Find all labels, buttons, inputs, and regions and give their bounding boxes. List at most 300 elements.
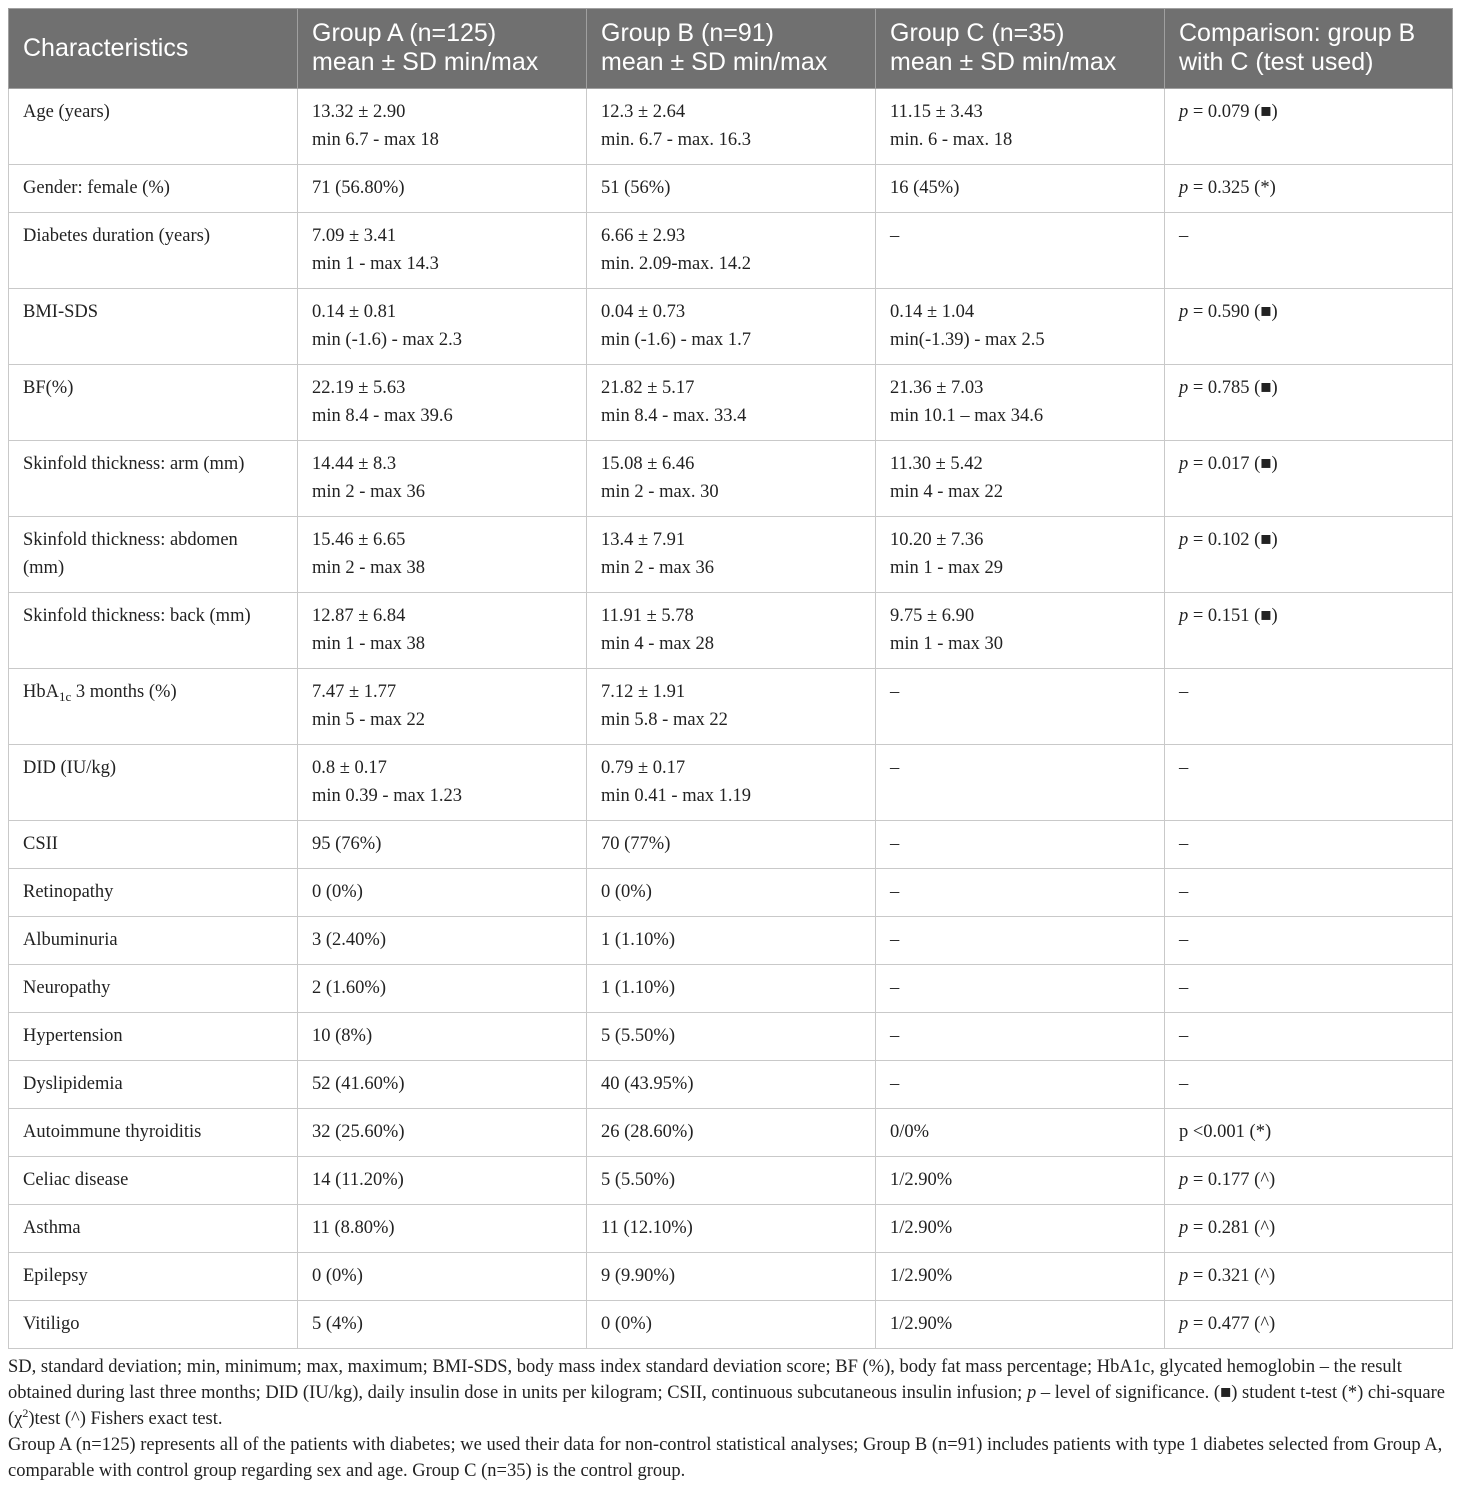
row-label-text: Celiac disease [23,1170,129,1190]
row-label-cell [9,1253,298,1301]
cell-value: 11.30 ± 5.42 [890,454,983,474]
p-value-text: – [1179,834,1189,854]
group-c-cell [876,1253,1165,1301]
group-a-cell [298,89,587,165]
row-label-text: Diabetes duration (years) [23,226,210,246]
cell-value: – [890,226,900,246]
group-c-cell [876,89,1165,165]
comparison-cell [1165,213,1453,289]
row-label-cell [9,213,298,289]
group-b-cell [587,1013,876,1061]
group-b-cell [587,365,876,441]
group-a-cell [298,441,587,517]
comparison-cell [1165,869,1453,917]
table-row [9,669,1453,745]
cell-value: 0 (0%) [601,1314,652,1334]
cell-value: 0.8 ± 0.17 [312,758,387,778]
row-label-text: Gender: female (%) [23,178,170,198]
cell-value: 11.91 ± 5.78 [601,606,694,626]
row-label-text: HbA [23,682,59,702]
table-row [9,365,1453,441]
comparison-cell [1165,517,1453,593]
row-label-rest: 3 months (%) [71,682,177,702]
row-label [23,98,283,126]
table-row [9,1205,1453,1253]
p-value-text: = 0.017 (■) [1188,454,1278,474]
table-row [9,89,1453,165]
row-label-text: Retinopathy [23,882,114,902]
comparison-cell [1165,669,1453,745]
row-label-cell [9,1013,298,1061]
row-label-text: Age (years) [23,102,110,122]
cell-value: 52 (41.60%) [312,1074,405,1094]
cell-value: min 2 - max. 30 [601,482,719,502]
group-a-cell [298,165,587,213]
column-header-1 [298,9,587,89]
comparison-cell [1165,1157,1453,1205]
column-header-line: mean ± SD min/max [601,48,828,76]
cell-value: – [890,758,900,778]
row-label [23,1262,283,1290]
group-b-cell [587,1157,876,1205]
table-row [9,1061,1453,1109]
cell-value: 7.12 ± 1.91 [601,682,686,702]
cell-value: 15.08 ± 6.46 [601,454,695,474]
table-row [9,517,1453,593]
p-value-text: = 0.079 (■) [1188,102,1278,122]
cell-value: min 2 - max 36 [601,558,715,578]
group-b-cell [587,745,876,821]
cell-value: 6.66 ± 2.93 [601,226,686,246]
row-label [23,974,283,1002]
cell-value: 0 (0%) [312,1266,363,1286]
group-b-cell [587,669,876,745]
cell-value: min 4 - max 22 [890,482,1004,502]
row-label-text: CSII [23,834,58,854]
group-b-cell [587,517,876,593]
group-c-cell [876,593,1165,669]
cell-value: min 4 - max 28 [601,634,715,654]
group-c-cell [876,917,1165,965]
row-label-text: Autoimmune thyroiditis [23,1122,202,1142]
group-c-cell [876,821,1165,869]
cell-value: min 0.41 - max 1.19 [601,786,752,806]
group-a-cell [298,1157,587,1205]
table-container [8,8,1452,1484]
row-label-text: Epilepsy [23,1266,88,1286]
comparison-cell [1165,1109,1453,1157]
cell-value: 9 (9.90%) [601,1266,675,1286]
row-label-text: Neuropathy [23,978,111,998]
cell-value: 5 (5.50%) [601,1170,675,1190]
cell-value: 9.75 ± 6.90 [890,606,975,626]
cell-value: 11 (12.10%) [601,1218,693,1238]
comparison-cell [1165,1013,1453,1061]
group-b-cell [587,1205,876,1253]
comparison-cell [1165,821,1453,869]
group-b-cell [587,1109,876,1157]
cell-value: 51 (56%) [601,178,671,198]
column-header-line: with C (test used) [1179,48,1374,76]
cell-value: 95 (76%) [312,834,382,854]
p-value-text: – [1179,930,1189,950]
column-header-line: mean ± SD min/max [890,48,1117,76]
p-value-text: = 0.590 (■) [1188,302,1278,322]
p-value-text: – [1179,226,1189,246]
group-b-cell [587,821,876,869]
group-a-cell [298,593,587,669]
p-symbol: p [1179,606,1189,626]
cell-value: 16 (45%) [890,178,960,198]
comparison-cell [1165,1301,1453,1349]
group-a-cell [298,1061,587,1109]
table-footnotes [8,1354,1452,1484]
row-label [23,1310,283,1338]
cell-value: – [890,1074,900,1094]
group-a-cell [298,1013,587,1061]
cell-value: min 6.7 - max 18 [312,130,439,150]
comparison-value [1179,926,1438,954]
cell-value: min 8.4 - max. 33.4 [601,406,747,426]
cell-value: 10.20 ± 7.36 [890,530,984,550]
cell-value: 5 (5.50%) [601,1026,675,1046]
group-a-cell [298,917,587,965]
table-row [9,289,1453,365]
row-label-subscript: 1c [58,689,72,704]
row-label [23,1022,283,1050]
p-value-text: – [1179,882,1189,902]
column-header-4 [1165,9,1453,89]
p-value-text: = 0.102 (■) [1188,530,1278,550]
group-c-cell [876,1013,1165,1061]
cell-value: 1/2.90% [890,1314,953,1334]
row-label [23,526,283,582]
column-header-line: Group B (n=91) [601,19,775,47]
p-value-text: = 0.785 (■) [1188,378,1278,398]
comparison-cell [1165,1205,1453,1253]
table-header-row [9,9,1453,89]
cell-value: – [890,1026,900,1046]
cell-value: 26 (28.60%) [601,1122,694,1142]
row-label-text: DID (IU/kg) [23,758,116,778]
group-c-cell [876,441,1165,517]
comparison-value [1179,1070,1438,1098]
column-header-0 [9,9,298,89]
group-c-cell [876,869,1165,917]
column-header-3 [876,9,1165,89]
cell-value: 1/2.90% [890,1170,953,1190]
row-label-text: Skinfold thickness: abdomen (mm) [23,530,238,578]
row-label [23,1214,283,1242]
row-label [23,374,283,402]
p-value-text: = 0.325 (*) [1188,178,1276,198]
comparison-value [1179,98,1438,126]
group-b-cell [587,289,876,365]
group-b-cell [587,1301,876,1349]
abbrev-text-2: – level of significance. (■) student t-test (*) chi-square (χ [8,1383,1445,1429]
p-symbol: p [1179,1218,1189,1238]
table-row [9,917,1453,965]
comparison-cell [1165,745,1453,821]
group-c-cell [876,213,1165,289]
comparison-cell [1165,289,1453,365]
abbrev-text-3: )test (^) Fishers exact test. [28,1409,223,1429]
row-label-text: BF(%) [23,378,74,398]
group-c-cell [876,965,1165,1013]
cell-value: 3 (2.40%) [312,930,386,950]
row-label [23,174,283,202]
group-c-cell [876,365,1165,441]
row-label-cell [9,365,298,441]
cell-value: 7.09 ± 3.41 [312,226,397,246]
cell-value: min 10.1 – max 34.6 [890,406,1044,426]
comparison-value [1179,1262,1438,1290]
comparison-value [1179,1022,1438,1050]
groups-note: Group A (n=125) represents all of the patients with diabetes; we used their data for non-control statistical analyses; Group B (n=91) includes patients with type 1 diabetes selected from Group A, comparable with control group regarding sex and age. Group C (n=35) is the control group. [8,1435,1443,1481]
comparison-cell [1165,165,1453,213]
characteristics-table [8,8,1453,1349]
comparison-cell [1165,365,1453,441]
group-b-cell [587,593,876,669]
cell-value: min. 6 - max. 18 [890,130,1013,150]
table-row [9,1301,1453,1349]
cell-value: 0 (0%) [601,882,652,902]
cell-value: 14 (11.20%) [312,1170,404,1190]
p-symbol: p [1179,1314,1189,1334]
comparison-value [1179,754,1438,782]
comparison-value [1179,450,1438,478]
row-label-cell [9,821,298,869]
comparison-value [1179,678,1438,706]
p-value-text: – [1179,682,1189,702]
row-label [23,678,283,706]
row-label-cell [9,1205,298,1253]
abbrev-superscript: 2 [22,1406,29,1420]
cell-value: – [890,682,900,702]
cell-value: min 5.8 - max 22 [601,710,728,730]
table-row [9,213,1453,289]
row-label-text: Skinfold thickness: arm (mm) [23,454,245,474]
p-value-text: = 0.151 (■) [1188,606,1278,626]
cell-value: 0.14 ± 0.81 [312,302,397,322]
abbreviations-note [8,1354,1452,1432]
group-a-cell [298,669,587,745]
group-c-cell [876,1157,1165,1205]
row-label-cell [9,517,298,593]
group-b-cell [587,869,876,917]
p-value-text: = 0.177 (^) [1188,1170,1276,1190]
cell-value: 40 (43.95%) [601,1074,694,1094]
cell-value: min 5 - max 22 [312,710,426,730]
comparison-value [1179,830,1438,858]
row-label-cell [9,669,298,745]
cell-value: min 1 - max 38 [312,634,426,654]
cell-value: 13.4 ± 7.91 [601,530,686,550]
group-b-cell [587,165,876,213]
cell-value: 71 (56.80%) [312,178,405,198]
group-a-cell [298,1109,587,1157]
group-c-cell [876,289,1165,365]
group-a-cell [298,517,587,593]
p-symbol: p [1179,454,1189,474]
row-label [23,602,283,630]
cell-value: 22.19 ± 5.63 [312,378,406,398]
group-c-cell [876,1109,1165,1157]
cell-value: 0.79 ± 0.17 [601,758,686,778]
table-row [9,821,1453,869]
comparison-value [1179,878,1438,906]
p-value-text: – [1179,758,1189,778]
cell-value: – [890,930,900,950]
row-label-cell [9,593,298,669]
group-a-cell [298,869,587,917]
cell-value: min. 2.09-max. 14.2 [601,254,752,274]
row-label-text: Vitiligo [23,1314,80,1334]
p-symbol: p [1179,530,1189,550]
comparison-value [1179,1118,1438,1146]
cell-value: 13.32 ± 2.90 [312,102,406,122]
table-row [9,1253,1453,1301]
row-label-cell [9,441,298,517]
comparison-value [1179,1214,1438,1242]
row-label-text: Skinfold thickness: back (mm) [23,606,251,626]
table-row [9,965,1453,1013]
p-value-text: p <0.001 (*) [1179,1122,1272,1142]
row-label-text: Asthma [23,1218,81,1238]
cell-value: 1 (1.10%) [601,978,675,998]
table-row [9,1013,1453,1061]
row-label [23,1118,283,1146]
cell-value: 1/2.90% [890,1218,953,1238]
table-row [9,593,1453,669]
cell-value: min (-1.6) - max 1.7 [601,330,752,350]
group-b-cell [587,89,876,165]
cell-value: min 2 - max 36 [312,482,426,502]
cell-value: min. 6.7 - max. 16.3 [601,130,752,150]
cell-value: min 0.39 - max 1.23 [312,786,463,806]
comparison-value [1179,526,1438,554]
row-label [23,830,283,858]
cell-value: 32 (25.60%) [312,1122,405,1142]
cell-value: 2 (1.60%) [312,978,386,998]
group-a-cell [298,745,587,821]
row-label [23,298,283,326]
column-header-line: Characteristics [23,33,189,62]
row-label-cell [9,745,298,821]
cell-value: 1 (1.10%) [601,930,675,950]
group-c-cell [876,745,1165,821]
table-row [9,165,1453,213]
group-c-cell [876,165,1165,213]
table-row [9,1109,1453,1157]
group-a-cell [298,1253,587,1301]
comparison-value [1179,374,1438,402]
comparison-value [1179,222,1438,250]
row-label-cell [9,289,298,365]
column-header-line: Group A (n=125) [312,19,497,47]
group-c-cell [876,1301,1165,1349]
group-c-cell [876,1061,1165,1109]
group-b-cell [587,213,876,289]
group-a-cell [298,289,587,365]
table-row [9,869,1453,917]
row-label [23,878,283,906]
p-value-text: – [1179,1026,1189,1046]
cell-value: 0.14 ± 1.04 [890,302,975,322]
cell-value: min 1 - max 29 [890,558,1004,578]
group-c-cell [876,517,1165,593]
comparison-value [1179,1166,1438,1194]
cell-value: 15.46 ± 6.65 [312,530,406,550]
cell-value: 11 (8.80%) [312,1218,395,1238]
cell-value: 21.82 ± 5.17 [601,378,695,398]
comparison-cell [1165,917,1453,965]
p-value-text: – [1179,1074,1189,1094]
cell-value: min 1 - max 30 [890,634,1004,654]
column-header-line: Group C (n=35) [890,19,1065,47]
p-symbol: p [1179,178,1189,198]
cell-value: 7.47 ± 1.77 [312,682,397,702]
row-label [23,1070,283,1098]
cell-value: min 1 - max 14.3 [312,254,439,274]
cell-value: 10 (8%) [312,1026,373,1046]
cell-value: – [890,882,900,902]
p-symbol: p [1179,378,1189,398]
p-value-text: – [1179,978,1189,998]
p-symbol: p [1179,1266,1189,1286]
abbrev-p-symbol: p [1026,1383,1037,1403]
group-b-cell [587,441,876,517]
row-label [23,754,283,782]
comparison-cell [1165,89,1453,165]
comparison-value [1179,1310,1438,1338]
group-a-cell [298,365,587,441]
row-label-cell [9,1109,298,1157]
row-label-cell [9,917,298,965]
column-header-2 [587,9,876,89]
row-label-cell [9,1301,298,1349]
group-b-cell [587,965,876,1013]
row-label [23,222,283,250]
row-label-cell [9,965,298,1013]
table-row [9,441,1453,517]
cell-value: 1/2.90% [890,1266,953,1286]
group-a-cell [298,965,587,1013]
comparison-cell [1165,441,1453,517]
table-row [9,1157,1453,1205]
column-header-line: mean ± SD min/max [312,48,539,76]
column-header-line: Comparison: group B [1179,19,1416,47]
comparison-value [1179,174,1438,202]
cell-value: min 8.4 - max 39.6 [312,406,453,426]
group-b-cell [587,917,876,965]
row-label [23,1166,283,1194]
comparison-cell [1165,965,1453,1013]
comparison-cell [1165,593,1453,669]
p-value-text: = 0.321 (^) [1188,1266,1276,1286]
group-a-cell [298,213,587,289]
p-value-text: = 0.281 (^) [1188,1218,1276,1238]
cell-value: min(-1.39) - max 2.5 [890,330,1045,350]
p-symbol: p [1179,1170,1189,1190]
comparison-value [1179,298,1438,326]
cell-value: 70 (77%) [601,834,671,854]
cell-value: 21.36 ± 7.03 [890,378,984,398]
cell-value: – [890,834,900,854]
p-symbol: p [1179,102,1189,122]
cell-value: – [890,978,900,998]
abbrev-text-1: SD, standard deviation; min, minimum; max, maximum; BMI-SDS, body mass index standard deviation score; BF (%), body fat mass percentage; HbA1c, glycated hemoglobin – the result obtained during last three months; DID (IU/kg), daily insulin dose in units per kilogram; CSII, continuous subcutaneous insulin infusion; [8,1357,1402,1403]
